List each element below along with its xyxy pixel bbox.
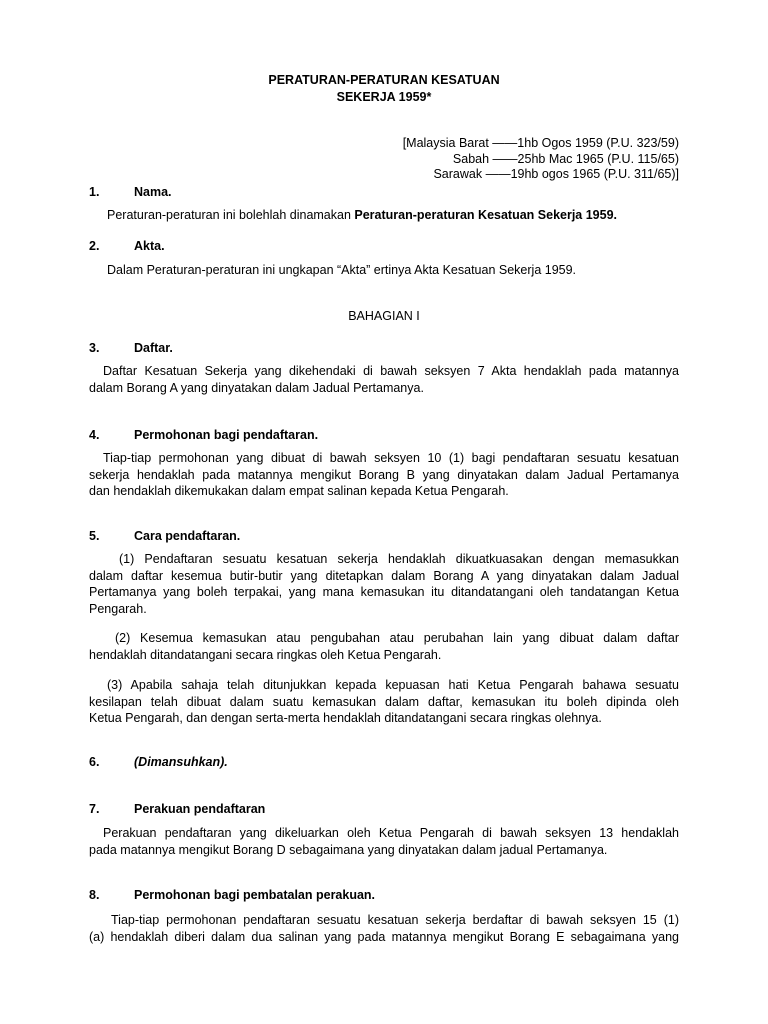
section-title: Permohonan bagi pendaftaran. (134, 428, 319, 442)
section-5-subsection-3 (89, 677, 679, 727)
section-title: Daftar. (134, 341, 173, 355)
text-line: (2) Kesemua kemasukan atau pengubahan atau perubahan lain yang dibuat dalam daftar (115, 631, 679, 645)
section-number: 5. (89, 529, 100, 543)
section-7-text (89, 825, 679, 858)
text-line: Pengarah. (89, 601, 147, 616)
text-line: Pertamanya yang boleh terpakai, yang mana kemasukan itu ditandatangani oleh tandatangan Ketua (89, 585, 679, 599)
text-line: (1) Pendaftaran sesuatu kesatuan sekerja hendaklah dikuatkuasakan dengan memasukkan (119, 552, 679, 566)
document-title-line-1: PERATURAN-PERATURAN KESATUAN (268, 73, 500, 87)
regulation-name: Peraturan-peraturan Kesatuan Sekerja 1959. (354, 208, 618, 222)
text-line: sekerja hendaklah pada matannya mengikut Borang B yang dinyatakan dalam Jadual Pertamanya (89, 467, 679, 482)
section-number: 2. (89, 239, 100, 253)
section-1-text (107, 207, 697, 224)
document-title-line-2: SEKERJA 1959* (336, 90, 432, 104)
text-line: dalam daftar kesemua butir-butir yang ditetapkan dalam Borang A yang dinyatakan dalam Jadual (89, 568, 679, 583)
section-number: 4. (89, 428, 100, 442)
section-title: Permohonan bagi pembatalan perakuan. (134, 888, 376, 902)
section-number: 1. (89, 185, 100, 199)
text-line: Perakuan pendaftaran yang dikeluarkan oleh Ketua Pengarah di bawah seksyen 13 hendaklah (103, 826, 679, 840)
section-text: Peraturan-peraturan ini bolehlah dinamakan (107, 208, 355, 222)
section-1-heading (89, 185, 172, 199)
text-line: Daftar Kesatuan Sekerja yang dikehendaki di bawah seksyen 7 Akta hendaklah pada matannya (103, 364, 679, 378)
section-4-text (89, 450, 679, 500)
section-7-heading (89, 802, 265, 816)
section-number: 8. (89, 888, 100, 902)
text-line: (3) Apabila sahaja telah ditunjukkan kepada kepuasan hati Ketua Pengarah bahawa sesuatu (107, 678, 679, 692)
section-6-heading (89, 755, 228, 769)
text-line: Ketua Pengarah, dan dengan serta-merta hendaklah ditandatangani secara ringkas olehnya. (89, 711, 602, 725)
section-title: Cara pendaftaran. (134, 529, 241, 543)
section-8-text (89, 912, 679, 945)
text-line: dan hendaklah dikemukakan dalam empat salinan kepada Ketua Pengarah. (89, 484, 509, 498)
section-3-heading (89, 341, 173, 355)
section-2-text: Dalam Peraturan-peraturan ini ungkapan “Akta” ertinya Akta Kesatuan Sekerja 1959. (107, 263, 577, 277)
section-number: 7. (89, 802, 100, 816)
section-title: (Dimansuhkan). (134, 755, 228, 769)
gazette-reference-line: [Malaysia Barat ——1hb Ogos 1959 (P.U. 323/59) (402, 136, 679, 150)
section-5-heading (89, 529, 240, 543)
section-title: Nama. (134, 185, 172, 199)
text-line: dalam Borang A yang dinyatakan dalam Jadual Pertamanya. (89, 380, 424, 395)
section-title: Akta. (134, 239, 165, 253)
section-3-text (89, 363, 679, 396)
section-4-heading (89, 428, 318, 442)
text-line: pada matannya mengikut Borang D sebagaimana yang dinyatakan dalam jadual Pertamanya. (89, 842, 608, 857)
section-number: 3. (89, 341, 100, 355)
section-2-heading (89, 239, 165, 253)
text-line: Tiap-tiap permohonan pendaftaran sesuatu kesatuan sekerja berdaftar di bawah seksyen 15 (1) (111, 913, 679, 927)
section-5-subsection-1 (89, 551, 679, 617)
section-title: Perakuan pendaftaran (134, 802, 266, 816)
section-5-subsection-2 (89, 630, 679, 663)
section-8-heading (89, 888, 375, 902)
text-line: hendaklah ditandatangani secara ringkas oleh Ketua Pengarah. (89, 647, 442, 662)
section-number: 6. (89, 755, 100, 769)
text-line: kesilapan telah dibuat dalam suatu kemasukan dalam daftar, kemasukan itu boleh dipinda oleh (89, 694, 679, 709)
text-line: Tiap-tiap permohonan yang dibuat di bawah seksyen 10 (1) bagi pendaftaran sesuatu kesatuan (103, 451, 679, 465)
gazette-reference-line: Sabah ——25hb Mac 1965 (P.U. 115/65) (452, 151, 679, 166)
part-heading: BAHAGIAN I (348, 309, 420, 323)
text-line: (a) hendaklah diberi dalam dua salinan yang pada matannya mengikut Borang E sebagaimana yang (89, 929, 679, 944)
gazette-reference-line: Sarawak ——19hb ogos 1965 (P.U. 311/65)] (433, 167, 679, 181)
gazette-reference (403, 136, 679, 183)
